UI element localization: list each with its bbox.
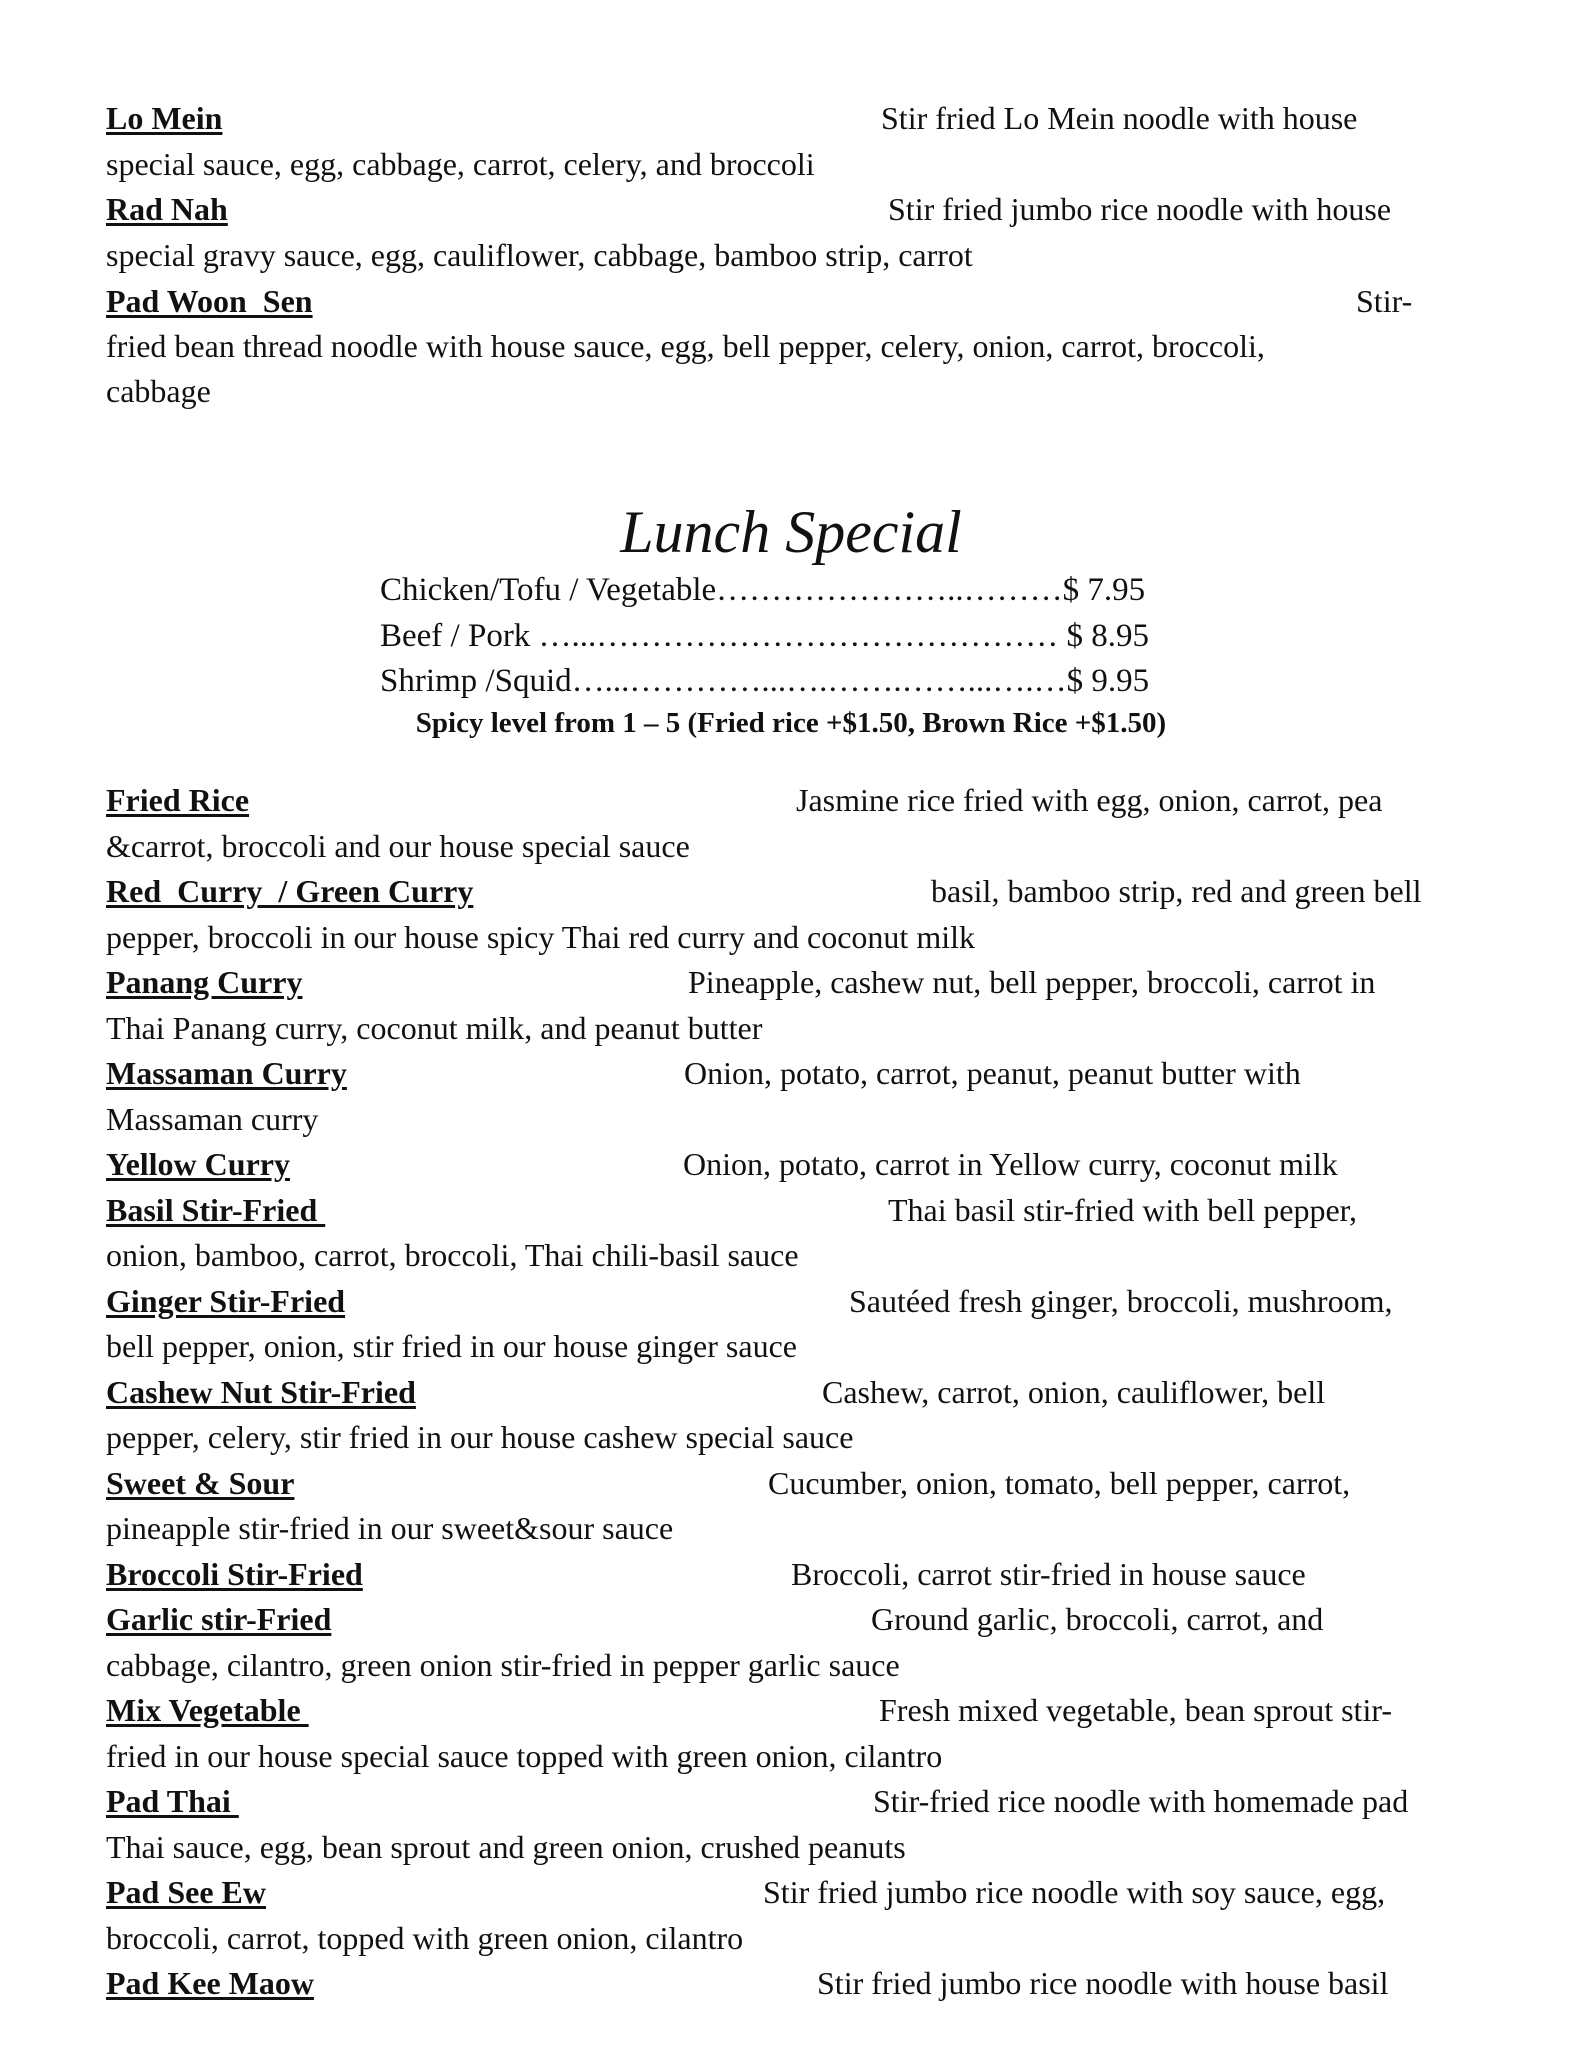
item-name: Basil Stir-Fried (106, 1192, 326, 1228)
item-description: Onion, potato, carrot, peanut, peanut butter with (684, 1055, 1301, 1091)
menu-item-basil-stir-fried (106, 1187, 1482, 1233)
item-description: Stir fried Lo Mein noodle with house (881, 100, 1358, 136)
item-description: Broccoli, carrot stir-fried in house sauce (791, 1556, 1306, 1592)
item-description: Pineapple, cashew nut, bell pepper, broccoli, carrot in (688, 964, 1376, 1000)
spicy-note: Spicy level from 1 – 5 (Fried rice +$1.50, Brown Rice +$1.50) (415, 707, 1167, 739)
menu-item-broccoli-stir-fried (106, 1551, 1482, 1597)
menu-item-yellow-curry (106, 1141, 1482, 1187)
item-name: Mix Vegetable (106, 1692, 309, 1728)
item-name: Ginger Stir-Fried (106, 1283, 346, 1319)
item-description: Stir-fried rice noodle with homemade pad (873, 1783, 1409, 1819)
item-description-cont: special gravy sauce, egg, cauliflower, cabbage, bamboo strip, carrot (106, 237, 973, 273)
item-name: Panang Curry (106, 964, 303, 1000)
item-name: Rad Nah (106, 191, 228, 227)
item-description: Cucumber, onion, tomato, bell pepper, carrot, (768, 1465, 1351, 1501)
item-description-cont: Massaman curry (106, 1101, 319, 1137)
item-name: Pad See Ew (106, 1874, 266, 1910)
item-name: Pad Woon Sen (106, 283, 313, 319)
menu-item-fried-rice (106, 777, 1482, 823)
menu-item-panang-curry (106, 959, 1482, 1005)
item-name: Lo Mein (106, 100, 223, 136)
item-description-cont: special sauce, egg, cabbage, carrot, celery, and broccoli (106, 146, 815, 182)
item-name: Pad Thai (106, 1783, 239, 1819)
item-description: Onion, potato, carrot in Yellow curry, coconut milk (683, 1146, 1338, 1182)
item-description: Cashew, carrot, onion, cauliflower, bell (822, 1374, 1326, 1410)
item-description: Ground garlic, broccoli, carrot, and (871, 1601, 1324, 1637)
price-line-beef: Beef / Pork …...…………………………………… $ 8.95 (380, 618, 1150, 654)
item-description-cont: pepper, celery, stir fried in our house cashew special sauce (106, 1419, 854, 1455)
menu-item-pad-woon-sen (106, 278, 1482, 324)
item-description: Sautéed fresh ginger, broccoli, mushroom, (849, 1283, 1393, 1319)
menu-item-lo-mein (106, 95, 1482, 141)
price-line-chicken: Chicken/Tofu / Vegetable…………………..………$ 7.95 (380, 572, 1146, 608)
item-description: Jasmine rice fried with egg, onion, carrot, pea (796, 782, 1383, 818)
item-name: Cashew Nut Stir-Fried (106, 1374, 416, 1410)
item-description-cont: Thai Panang curry, coconut milk, and peanut butter (106, 1010, 763, 1046)
menu-item-pad-see-ew (106, 1869, 1482, 1915)
item-description-cont: &carrot, broccoli and our house special sauce (106, 828, 690, 864)
item-description-cont: broccoli, carrot, topped with green onion, cilantro (106, 1920, 744, 1956)
menu-item-sweet-sour (106, 1460, 1482, 1506)
item-name: Broccoli Stir-Fried (106, 1556, 363, 1592)
menu-item-pad-kee-maow (106, 1960, 1482, 2006)
menu-item-red-green-curry (106, 868, 1482, 914)
price-line-shrimp: Shrimp /Squid…...…………...….…….……...….…$ 9.95 (380, 663, 1150, 699)
item-description-cont: onion, bamboo, carrot, broccoli, Thai chili-basil sauce (106, 1237, 799, 1273)
item-name: Yellow Curry (106, 1146, 290, 1182)
item-name: Red Curry / Green Curry (106, 873, 474, 909)
item-description: Fresh mixed vegetable, bean sprout stir- (879, 1692, 1392, 1728)
item-description-cont: cabbage (106, 373, 211, 409)
item-description: Thai basil stir-fried with bell pepper, (888, 1192, 1358, 1228)
item-description: Stir fried jumbo rice noodle with house (888, 191, 1392, 227)
item-description: Stir fried jumbo rice noodle with house basil (817, 1965, 1389, 2001)
item-description-cont: pepper, broccoli in our house spicy Thai red curry and coconut milk (106, 919, 975, 955)
menu-item-pad-thai (106, 1778, 1482, 1824)
menu-item-mix-vegetable (106, 1687, 1482, 1733)
menu-item-massaman-curry (106, 1050, 1482, 1096)
menu-item-ginger-stir-fried (106, 1278, 1482, 1324)
menu-item-garlic-stir-fried (106, 1596, 1482, 1642)
item-description: basil, bamboo strip, red and green bell (931, 873, 1422, 909)
item-name: Sweet & Sour (106, 1465, 295, 1501)
item-description: Stir fried jumbo rice noodle with soy sauce, egg, (763, 1874, 1386, 1910)
item-name: Massaman Curry (106, 1055, 347, 1091)
section-title: Lunch Special (620, 499, 962, 565)
menu-item-rad-nah (106, 186, 1482, 232)
item-description-cont: Thai sauce, egg, bean sprout and green onion, crushed peanuts (106, 1829, 906, 1865)
item-description-cont: fried bean thread noodle with house sauce, egg, bell pepper, celery, onion, carrot, broccoli, (106, 328, 1265, 364)
item-name: Pad Kee Maow (106, 1965, 314, 2001)
item-name: Fried Rice (106, 782, 250, 818)
item-name: Garlic stir-Fried (106, 1601, 332, 1637)
item-description-cont: fried in our house special sauce topped with green onion, cilantro (106, 1738, 943, 1774)
item-description: Stir- (1356, 283, 1413, 319)
item-description-cont: cabbage, cilantro, green onion stir-fried in pepper garlic sauce (106, 1647, 900, 1683)
item-description-cont: bell pepper, onion, stir fried in our house ginger sauce (106, 1328, 797, 1364)
menu-item-cashew-nut-stir-fried (106, 1369, 1482, 1415)
item-description-cont: pineapple stir-fried in our sweet&sour sauce (106, 1510, 674, 1546)
